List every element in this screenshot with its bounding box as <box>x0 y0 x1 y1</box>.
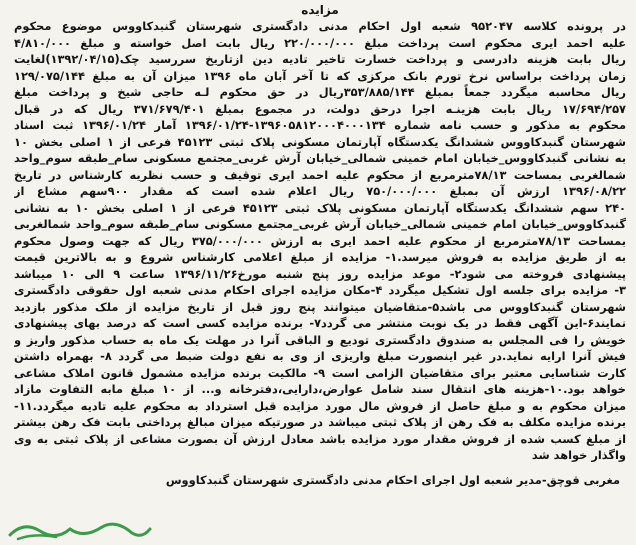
notice-line: محکوم به مذکور و حسب نامه شماره ۱۳۹۶۰۵۸۱۲۰۰۰۴۰۰۰۱۳۴-۱۳۹۶/۰۱/۲۴ آمار ۱۳۹۶/۰۱/۲۴ ثبت اسناد <box>14 118 626 132</box>
signature-line: مغربی قوچق-مدیر شعبه اول اجرای احکام مدنی دادگستری شهرستان گنبدکاووس <box>165 472 620 487</box>
notice-line: شهرستان گنبدکاووس می باشد۵-متقاضیان میتوانند پنج روز قبل از تاریخ مزایده از ملک مذکور بازدید <box>14 299 626 314</box>
notice-line: پیشنهادی فروخته می شود۲- موعد مزایده روز پنج شنبه مورخ۱۳۹۶/۱۱/۲۶ ساعت ۹ الی ۱۰ میباشد <box>14 266 626 281</box>
notice-line: نمایند۶-این آگهی فقط در یک نوبت منتشر می گردد۷- برنده مزایده کسی است که درصد بهای پیشنهادی <box>14 316 626 330</box>
mark-stroke <box>18 535 56 539</box>
notice-line: علیه احمد ایری محکوم است پرداخت مبلغ ۲۲۰/۰۰۰/۰۰۰ ریال بابت اصل خواسته و مبلغ ۴/۸۱۰/۰۰۰ <box>14 35 626 50</box>
notice-title: مزایده <box>301 3 339 17</box>
notice-line: ۱۷/۶۹۴/۲۵۷ ریال بابت هزینـه اجرا درحق دولت، در مجموع بمبلغ ۳۷۱/۶۷۹/۴۰۱ ریال که در قبال <box>14 101 626 116</box>
notice-line: شمالغربی بمساحت ۷۸/۱۳مترمربع از محکوم علیه احمد ایری توقیف و حسب نظریه کارشناس در تاریخ <box>14 167 626 182</box>
notice-body <box>14 18 626 464</box>
notice-line: ۱۳۹۶/۰۸/۲۲ ارزش آن بمبلغ ۷۵۰/۰۰۰/۰۰۰ ریال اعلام شده است که مقدار ۹۰۰سهم مشاع از <box>14 184 626 198</box>
notice-line: در پرونده کلاسه ۹۵۲۰۴۷ شعبه اول احکام مدنی دادگستری شهرستان گنبدکاووس موضوع محکوم <box>14 19 626 33</box>
notice-line: ریال بابت هزینه دادرسی و پرداخت خسارت تاخیر تادیه دین ازتاریخ سررسید چک(۱۳۹۲/۰۴/۱۵)لغایت <box>14 52 626 66</box>
notice-line: ریال محاسبه میگردد جمعاً بمبلغ ۳۵۳/۸۸۵/۱۴۴ریال در حق محکوم لـه حاجی شیخ و پرداخت مبلغ <box>14 85 626 99</box>
notice-line: ۳- مزایده برای جلسه اول تشکیل میگردد ۴-مکان مزایده اجرای احکام مدنی شعبه اول حقوقی دادگستری <box>14 283 626 297</box>
notice-line: گنبدکاووس_خیابان امام خمینی شمالی_خیابان آرش غربی_مجتمع مسکونی سام_طبقه سوم_واحد شمالغربی <box>14 217 626 231</box>
notice-line: شهرستان گنبدکاووس ششدانگ یکدستگاه آپارتمان مسکونی پلاک ثبتی ۴۵۱۲۳ فرعی از ۱ اصلی بخش ۱۰ <box>14 134 626 149</box>
notice-line: کارت شناسایی معتبر برای متقاضیان الزامی است ۹- مالکیت برنده مزایده مشمول قانون املاک مشاعی <box>14 365 626 380</box>
notice-line: از مبلغ کسب شده از فروش مقدار مورد مزایده باشد معادل ارزش آن بصورت مشاعی از پلاک ثبتی به وی <box>14 431 626 446</box>
notice-line: ۲۴۰ سهم ششدانگ یکدستگاه آپارتمان مسکونی پلاک ثبتی ۴۵۱۲۳ فرعی از ۱ اصلی بخش ۱۰ به نشانی <box>14 200 626 215</box>
notice-line: برنده مزایده مکلف به فک رهن از پلاک ثبتی میباشد در صورتیکه میزان مبالغ پرداختی بابت فک رهن بیشتر <box>14 415 626 429</box>
notice-line: به از طریق مزایده به فروش میرسد.۱- مزایده از مبلغ اعلامی کارشناس شروع و به بالاترین قیمت <box>14 250 626 264</box>
notice-line: به نشانی گنبدکاووس_خیابان امام خمینی شمالی_خیابان آرش غربی_مجتمع مسکونی سام_طبقه سوم_واحد <box>14 151 626 165</box>
notice-line: فیش آنرا ارایه نماید.در غیر اینصورت مبلغ واریزی از وی به نفع دولت ضبط می گردد ۸- بهمراه داشتن <box>14 349 626 363</box>
green-handwritten-mark <box>4 517 154 543</box>
mark-stroke <box>10 524 150 535</box>
notice-line: زمان پرداخت براساس نرخ تورم بانک مرکزی که تا آخر آبان ماه ۱۳۹۶ میزان آن به مبلغ ۱۲۹/۰۷۵/۱۴۴ <box>14 68 626 83</box>
notice-line: خویش را فی المجلس به صندوق دادگستری تودیع و الباقی آنرا در مهلت یک ماه به حساب مذکور واریز و <box>14 332 626 347</box>
notice-line: خواهد بود.۱۰-هزینه های انتقال سند شامل عوارض،دارایی،دفترخانه و... از ۱۰ مبلغ مابه التفاوت مازاد <box>14 382 626 396</box>
notice-line: بمساحت ۷۸/۱۳مترمربع از محکوم علیه احمد ایری به ارزش ۳۷۵/۰۰۰/۰۰۰ ریال که جهت وصول محکوم <box>14 233 626 248</box>
notice-line: میزان محکوم به و مبلغ حاصل از فروش مال مورد مزایده قبل استرداد به محکوم علیه تادیه میگردد.۱۱- <box>14 398 626 413</box>
notice-line: واگذار خواهد شد <box>531 448 626 462</box>
